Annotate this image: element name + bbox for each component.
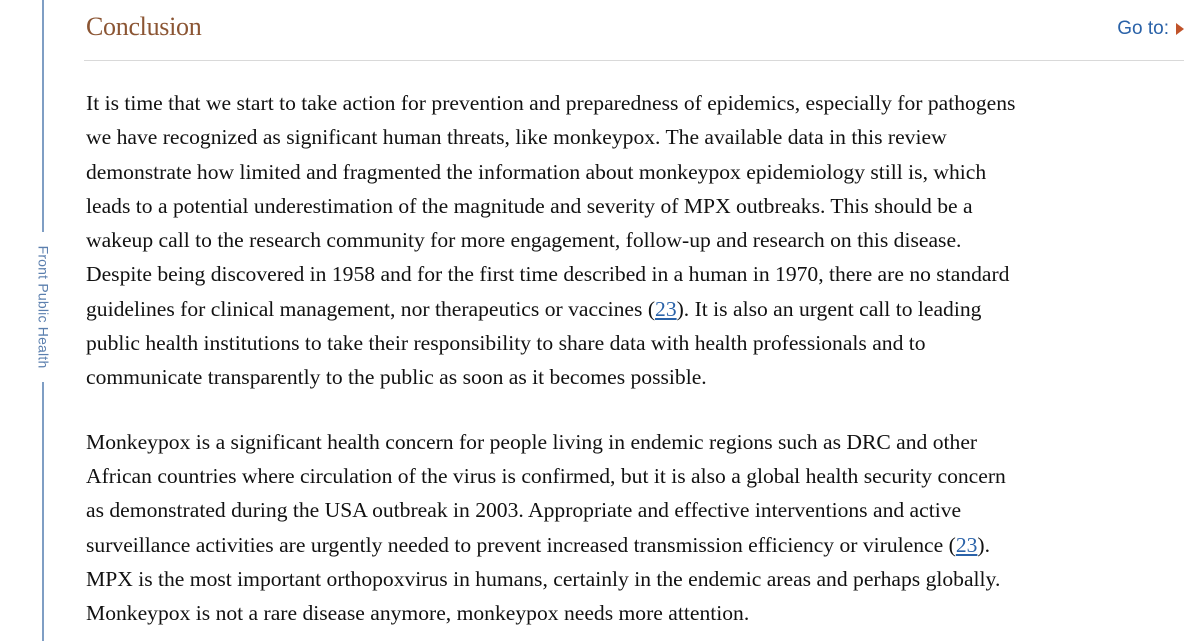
journal-side-label[interactable] — [36, 232, 50, 382]
goto-label[interactable]: Go to: — [1117, 18, 1169, 39]
paragraph-2 — [86, 425, 1190, 631]
text-line: It is time that we start to take action for prevention and preparedness of epidemics, especially for pathogens — [86, 91, 1016, 115]
paragraph-1 — [86, 86, 1190, 395]
text-line: public health institutions to take their responsibility to share data with health professionals and to — [86, 331, 926, 356]
text-line: African countries where circulation of the virus is confirmed, but it is also a global health security concern — [86, 463, 1006, 488]
goto-link[interactable] — [1117, 18, 1184, 40]
text-after-ref: ). It is also an urgent call to leading — [676, 296, 982, 321]
reference-link-23[interactable]: 23 — [655, 296, 677, 321]
text-before-ref: guidelines for clinical management, nor therapeutics or vaccines ( — [86, 296, 656, 321]
section-header — [84, 0, 1184, 61]
text-line: demonstrate how limited and fragmented the information about monkeypox epidemiology still is, which — [86, 159, 987, 184]
text-line: leads to a potential underestimation of the magnitude and severity of MPX outbreaks. This should be a — [86, 193, 973, 218]
text-line: as demonstrated during the USA outbreak in 2003. Appropriate and effective interventions and active — [86, 498, 962, 523]
text-line: Monkeypox is a significant health concern for people living in endemic regions such as DRC and other — [86, 429, 978, 454]
text-line: we have recognized as significant human threats, like monkeypox. The available data in this review — [86, 125, 947, 150]
text-line-with-ref — [86, 528, 1190, 562]
text-line: MPX is the most important orthopoxvirus in humans, certainly in the endemic areas and perhaps globally. — [86, 566, 1001, 591]
text-after-ref: ). — [977, 532, 990, 557]
text-line: wakeup call to the research community for more engagement, follow-up and research on this disease. — [86, 228, 962, 253]
reference-link-23[interactable]: 23 — [955, 532, 978, 557]
text-before-ref: surveillance activities are urgently needed to prevent increased transmission efficiency or virulence ( — [86, 532, 956, 557]
section-content — [86, 86, 1190, 641]
section-title: Conclusion — [86, 12, 202, 41]
text-line: Despite being discovered in 1958 and for the first time described in a human in 1970, there are no standard — [86, 262, 1010, 287]
text-line: Monkeypox is not a rare disease anymore, monkeypox needs more attention. — [86, 601, 750, 626]
caret-right-icon[interactable] — [1176, 23, 1184, 35]
text-line-with-ref — [86, 292, 1190, 326]
text-line: communicate transparently to the public as soon as it becomes possible. — [86, 365, 707, 390]
journal-side-label-text: Front Public Health — [35, 245, 52, 369]
